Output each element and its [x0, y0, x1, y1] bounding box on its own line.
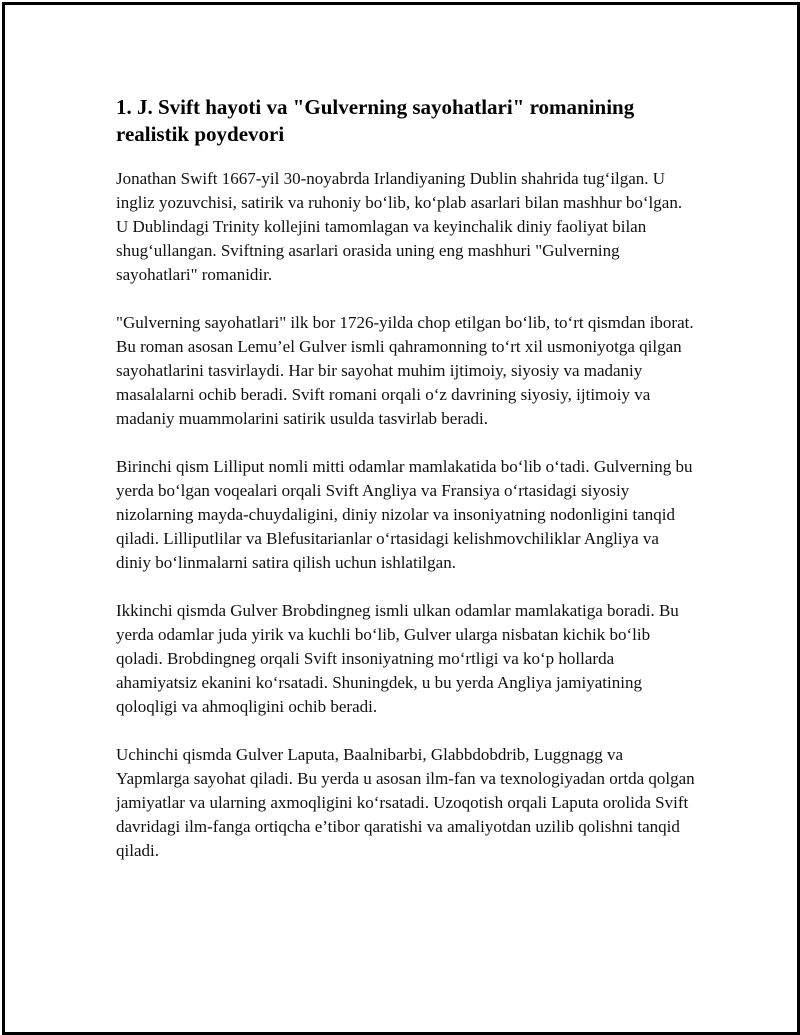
document-body: [116, 94, 696, 887]
paragraph-part-two: Ikkinchi qismda Gulver Brobdingneg ismli ulkan odamlar mamlakatiga boradi. Bu yerda odamlar juda yirik va kuchli bo‘lib, Gulver ularga nisbatan kichik bo‘lib qoladi. Brobdingneg orqali Svift insoniyatning mo‘rtligi va ko‘p hollarda ahamiyatsiz ekanini ko‘rsatadi. Shuningdek, u bu yerda Angliya jamiyatining qoloqligi va ahmoqligini ochib beradi.: [116, 601, 679, 716]
paragraph-biography: Jonathan Swift 1667-yil 30-noyabrda Irlandiyaning Dublin shahrida tug‘ilgan. U ingliz yozuvchisi, satirik va ruhoniy bo‘lib, ko‘plab asarlari bilan mashhur bo‘lgan. U Dublindagi Trinity kollejini tamomlagan va keyinchalik diniy faoliyat bilan shug‘ullangan. Sviftning asarlari orasida uning eng mashhuri "Gulverning sayohatlari" romanidir.: [116, 169, 683, 284]
section-title: 1. J. Svift hayoti va "Gulverning sayohatlari" romanining realistik poydevori: [116, 95, 635, 146]
paragraph-part-three: Uchinchi qismda Gulver Laputa, Baalnibarbi, Glabbdobdrib, Luggnagg va Yapmlarga sayohat qiladi. Bu yerda u asosan ilm-fan va texnologiyadan ortda qolgan jamiyatlar va ularning axmoqligini ko‘rsatadi. Uzoqotish orqali Laputa orolida Svift davridagi ilm-fanga ortiqcha e’tibor qaratishi va amaliyotdan uzilib qolishni tanqid qiladi.: [116, 745, 695, 860]
paragraph-novel-overview: "Gulverning sayohatlari" ilk bor 1726-yilda chop etilgan bo‘lib, to‘rt qismdan iborat. Bu roman asosan Lemu’el Gulver ismli qahramonning to‘rt xil usmoniyotga qilgan sayohatlarini tasvirlaydi. Har bir sayohat muhim ijtimoiy, siyosiy va madaniy masalalarni ochib beradi. Svift romani orqali o‘z davrining siyosiy, ijtimoiy va madaniy muammolarini satirik usulda tasvirlab beradi.: [116, 313, 694, 428]
paragraph-part-one: Birinchi qism Lilliput nomli mitti odamlar mamlakatida bo‘lib o‘tadi. Gulverning bu yerda bo‘lgan voqealari orqali Svift Angliya va Fransiya o‘rtasidagi siyosiy nizolarning mayda-chuydaligini, diniy nizolar va insoniyatning nodonligini tanqid qiladi. Lilliputlilar va Blefusitarianlar o‘rtasidagi kelishmovchiliklar Angliya va diniy bo‘linmalarni satira qilish uchun ishlatilgan.: [116, 457, 693, 572]
